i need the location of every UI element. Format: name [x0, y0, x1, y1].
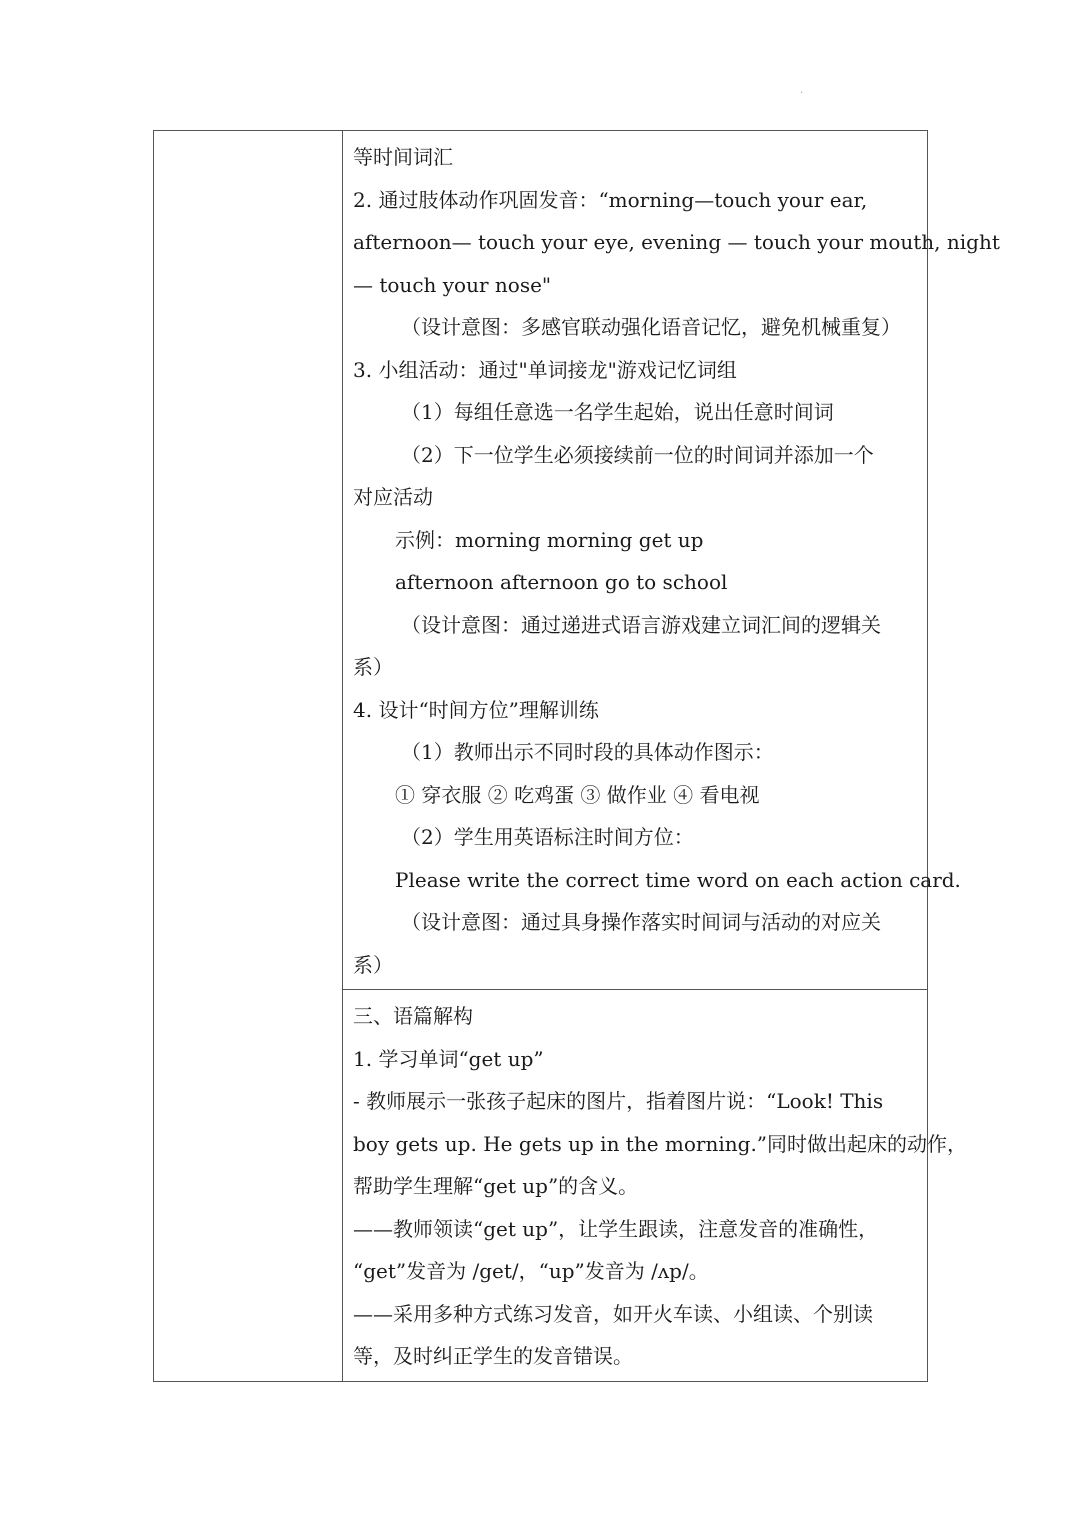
text-line: （2）下一位学生必须接续前一位的时间词并添加一个	[401, 442, 874, 467]
text-line: ——采用多种方式练习发音，如开火车读、小组读、个别读	[353, 1301, 873, 1326]
section-heading: 三、语篇解构	[353, 1004, 473, 1028]
text-line: ——教师领读“get up”，让学生跟读，注意发音的准确性，	[353, 1216, 879, 1241]
text-line: “get”发音为 /get/，“up”发音为 /ʌp/。	[353, 1259, 709, 1283]
discourse-cell	[343, 990, 968, 1382]
design-intent-note: （设计意图：通过具身操作落实时间词与活动的对应关	[401, 910, 881, 934]
text-line: 系）	[353, 952, 393, 977]
text-line: 等，及时纠正学生的发音错误。	[353, 1344, 633, 1368]
text-line: 帮助学生理解“get up”的含义。	[353, 1174, 639, 1198]
text-line: boy gets up. He gets up in the morning.”同时做出起床的动作，	[353, 1131, 968, 1156]
example-line: afternoon afternoon go to school	[395, 570, 728, 594]
text-line: 3. 小组活动：通过"单词接龙"游戏记忆词组	[353, 357, 737, 382]
text-line: （2）学生用英语标注时间方位：	[401, 825, 694, 849]
text-line: afternoon— touch your eye, evening — touch your mouth, night	[353, 230, 1000, 254]
text-line: 对应活动	[353, 485, 433, 509]
page-corner-mark: .	[800, 85, 804, 96]
design-intent-note: （设计意图：多感官联动强化语音记忆，避免机械重复）	[401, 315, 901, 339]
design-intent-note: （设计意图：通过递进式语言游戏建立词汇间的逻辑关	[401, 612, 881, 637]
text-line: — touch your nose"	[353, 272, 552, 297]
text-line: 等时间词汇	[353, 145, 453, 169]
text-line: 系）	[353, 655, 393, 679]
text-line: （1）每组任意选一名学生起始，说出任意时间词	[401, 400, 834, 424]
lesson-plan-table	[153, 130, 1000, 1382]
action-list-line: ① 穿衣服 ② 吃鸡蛋 ③ 做作业 ④ 看电视	[395, 782, 760, 807]
text-line: 1. 学习单词“get up”	[353, 1046, 544, 1071]
example-line: 示例：morning morning get up	[395, 527, 704, 552]
activity-cell	[343, 131, 1000, 990]
text-line: - 教师展示一张孩子起床的图片，指着图片说：“Look! This	[353, 1089, 884, 1113]
text-line: 4. 设计“时间方位”理解训练	[353, 697, 599, 722]
table-row	[154, 131, 928, 990]
left-column-cell	[154, 131, 343, 1382]
text-line: 2. 通过肢体动作巩固发音：“morning—touch your ear,	[353, 187, 868, 212]
text-line: （1）教师出示不同时段的具体动作图示：	[401, 740, 774, 764]
instruction-line: Please write the correct time word on each action card.	[395, 867, 961, 892]
